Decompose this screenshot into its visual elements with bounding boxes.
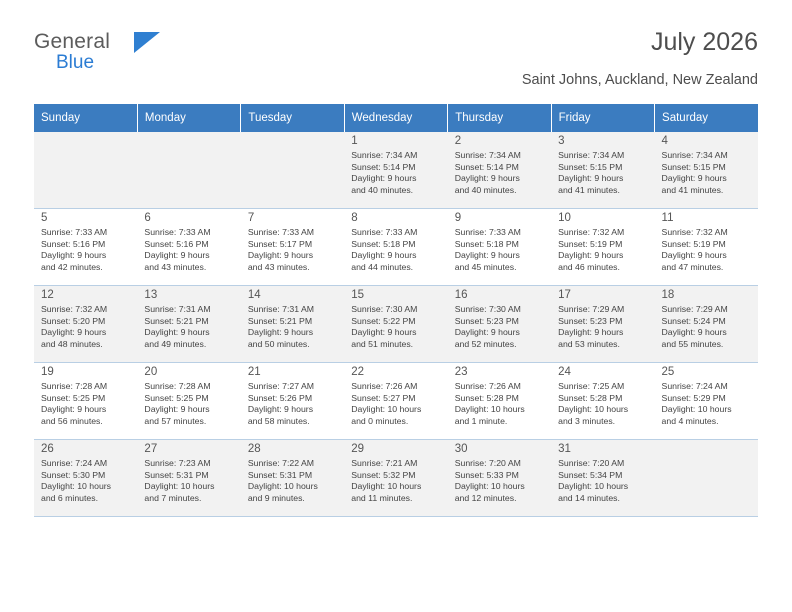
day-detail-line: and 12 minutes. [454,492,517,503]
day-cell-content [137,286,240,362]
day-number: 18 [661,289,675,301]
day-cell-content [448,286,551,362]
day-detail-lines [41,227,131,273]
day-cell-content [551,209,654,285]
calendar-day-cell [551,440,654,517]
day-detail-lines [144,458,234,504]
calendar-week-row [34,286,758,363]
calendar-day-cell [448,286,551,363]
day-detail-line: Daylight: 10 hours [351,404,422,415]
day-number: 2 [454,135,462,147]
day-cell-content [551,286,654,362]
calendar-day-cell [34,286,137,363]
calendar-day-cell [241,209,344,286]
day-number: 4 [661,135,668,147]
day-detail-lines [455,150,545,196]
day-detail-line: and 53 minutes. [558,338,620,349]
day-detail-lines [351,227,441,273]
day-detail-lines [455,227,545,273]
calendar-cell-empty [241,132,344,209]
day-detail-line: Sunset: 5:16 PM [41,238,106,249]
day-number: 6 [144,212,151,224]
day-detail-lines [144,227,234,273]
day-number: 10 [558,212,571,224]
page-header [34,0,758,88]
day-detail-line: Daylight: 10 hours [558,404,629,415]
day-detail-line: Sunrise: 7:22 AM [247,458,315,468]
day-detail-lines [248,227,338,273]
day-detail-line: Daylight: 9 hours [454,250,520,261]
day-cell-content [34,209,137,285]
day-detail-line: Sunrise: 7:26 AM [351,381,418,391]
day-detail-lines [144,304,234,350]
day-detail-line: Daylight: 9 hours [41,404,107,415]
day-cell-content [448,209,551,285]
day-detail-line: and 46 minutes. [558,261,620,272]
day-number: 28 [247,443,261,455]
calendar-week-row [34,132,758,209]
calendar-day-cell [551,209,654,286]
day-detail-line: and 43 minutes. [144,261,207,272]
day-detail-line: Sunrise: 7:32 AM [661,227,728,237]
day-detail-line: Sunrise: 7:31 AM [247,304,315,314]
day-detail-line: Sunset: 5:19 PM [661,238,726,249]
day-detail-line: Sunset: 5:18 PM [351,238,416,249]
day-cell-content [241,440,344,516]
day-detail-lines [662,150,752,196]
day-detail-lines [558,150,648,196]
weekday-header-thursday: Thursday [448,104,551,132]
generalblue-logo [34,30,234,78]
day-cell-content [344,286,447,362]
day-cell-content [655,363,758,439]
day-detail-line: Sunrise: 7:34 AM [558,150,625,160]
weekday-header-tuesday: Tuesday [241,104,344,132]
calendar-day-cell [448,363,551,440]
day-detail-line: Sunset: 5:16 PM [144,238,209,249]
calendar-day-cell [344,363,447,440]
day-detail-line: and 58 minutes. [247,415,310,426]
day-detail-line: Sunrise: 7:33 AM [247,227,315,237]
day-number: 26 [41,443,54,455]
day-number: 31 [558,443,571,455]
day-cell-content [344,209,447,285]
calendar-day-cell [344,286,447,363]
day-number: 15 [351,289,365,301]
day-detail-line: Sunset: 5:28 PM [558,392,623,403]
day-number: 23 [454,366,468,378]
day-detail-line: Sunrise: 7:30 AM [454,304,521,314]
calendar-week-row [34,209,758,286]
day-detail-line: and 52 minutes. [454,338,517,349]
day-detail-line: Daylight: 9 hours [247,250,314,261]
day-detail-line: Sunrise: 7:33 AM [454,227,521,237]
day-detail-line: and 45 minutes. [454,261,517,272]
day-detail-line: Sunset: 5:18 PM [454,238,519,249]
day-cell-content [137,363,240,439]
day-detail-line: Sunset: 5:19 PM [558,238,623,249]
day-detail-line: Daylight: 9 hours [41,250,107,261]
day-detail-line: Daylight: 9 hours [558,327,624,338]
day-detail-line: Sunrise: 7:28 AM [144,381,211,391]
calendar-day-cell [137,440,240,517]
day-detail-line: and 51 minutes. [351,338,414,349]
day-detail-line: Daylight: 9 hours [661,327,727,338]
day-detail-lines [662,381,752,427]
day-number: 29 [351,443,365,455]
day-number: 21 [247,366,261,378]
day-detail-lines [558,381,648,427]
calendar-day-cell [551,132,654,209]
calendar-day-cell [241,440,344,517]
day-detail-lines [248,304,338,350]
day-number: 13 [144,289,158,301]
day-detail-line: and 42 minutes. [41,261,103,272]
day-detail-line: Sunset: 5:28 PM [454,392,519,403]
calendar-day-cell [137,209,240,286]
weekday-header-row [34,104,758,132]
day-detail-line: Sunrise: 7:33 AM [41,227,108,237]
weekday-header-saturday: Saturday [655,104,758,132]
day-detail-line: Daylight: 9 hours [661,173,727,184]
day-detail-line: Sunrise: 7:28 AM [41,381,108,391]
day-number: 8 [351,212,358,224]
day-detail-lines [455,304,545,350]
day-detail-line: Sunrise: 7:33 AM [351,227,418,237]
day-detail-lines [662,304,752,350]
day-detail-line: Sunrise: 7:33 AM [144,227,211,237]
day-detail-line: Daylight: 10 hours [454,404,525,415]
day-detail-line: Sunset: 5:20 PM [41,315,106,326]
calendar-day-cell [655,363,758,440]
calendar-body [34,132,758,517]
calendar-week-row [34,440,758,517]
day-detail-lines [248,381,338,427]
day-number: 12 [41,289,54,301]
day-detail-line: and 0 minutes. [351,415,409,426]
day-detail-line: Sunrise: 7:23 AM [144,458,211,468]
day-detail-line: and 4 minutes. [661,415,719,426]
day-number: 30 [454,443,468,455]
day-detail-lines [41,304,131,350]
day-detail-lines [248,458,338,504]
weekday-header-sunday: Sunday [34,104,137,132]
day-detail-line: Daylight: 9 hours [351,250,417,261]
day-detail-line: Sunset: 5:23 PM [558,315,623,326]
day-detail-line: and 11 minutes. [351,492,413,503]
day-number: 14 [247,289,261,301]
day-detail-line: and 3 minutes. [558,415,616,426]
day-detail-lines [558,227,648,273]
weekday-header-friday: Friday [551,104,654,132]
day-detail-line: Daylight: 9 hours [144,404,210,415]
calendar-table [34,104,758,517]
day-detail-line: Daylight: 10 hours [351,481,422,492]
day-detail-line: and 1 minute. [454,415,508,426]
day-number: 3 [558,135,565,147]
day-detail-line: and 40 minutes. [351,184,414,195]
day-detail-line: Sunset: 5:29 PM [661,392,726,403]
day-detail-lines [41,458,131,504]
day-detail-line: Daylight: 10 hours [41,481,112,492]
day-cell-content [448,363,551,439]
day-detail-line: and 49 minutes. [144,338,207,349]
day-detail-line: Sunrise: 7:21 AM [351,458,418,468]
day-cell-content [34,440,137,516]
calendar-week-row [34,363,758,440]
day-detail-line: and 57 minutes. [144,415,207,426]
calendar-day-cell [344,209,447,286]
day-detail-line: Sunset: 5:14 PM [454,161,519,172]
page-subtitle: Saint Johns, Auckland, New Zealand [521,72,758,88]
calendar-day-cell [344,132,447,209]
day-detail-lines [351,458,441,504]
logo-text-blue: Blue [56,52,95,73]
day-detail-line: Sunset: 5:23 PM [454,315,519,326]
weekday-header-monday: Monday [137,104,240,132]
day-detail-line: Sunrise: 7:32 AM [558,227,625,237]
day-detail-line: and 47 minutes. [661,261,724,272]
day-detail-line: and 48 minutes. [41,338,103,349]
flag-icon [134,32,160,53]
day-detail-line: Sunrise: 7:27 AM [247,381,315,391]
day-detail-line: Sunset: 5:34 PM [558,469,623,480]
day-detail-line: and 43 minutes. [247,261,310,272]
day-detail-line: Sunrise: 7:25 AM [558,381,625,391]
day-detail-line: Sunset: 5:24 PM [661,315,726,326]
day-number: 9 [454,212,462,224]
day-detail-line: Daylight: 10 hours [661,404,732,415]
day-cell-content [344,363,447,439]
day-number: 17 [558,289,571,301]
day-detail-line: and 6 minutes. [41,492,98,503]
day-detail-line: Sunset: 5:27 PM [351,392,416,403]
day-detail-lines [662,227,752,273]
day-detail-line: Daylight: 9 hours [454,327,520,338]
calendar-day-cell [34,363,137,440]
day-number: 24 [558,366,571,378]
day-detail-line: Sunset: 5:25 PM [41,392,106,403]
day-cell-content [344,440,447,516]
day-detail-line: Sunset: 5:32 PM [351,469,416,480]
day-cell-content [448,440,551,516]
day-detail-lines [41,381,131,427]
day-detail-line: and 14 minutes. [558,492,620,503]
day-detail-line: Daylight: 9 hours [558,173,624,184]
day-detail-lines [144,381,234,427]
calendar-day-cell [448,209,551,286]
day-detail-line: Daylight: 9 hours [144,327,210,338]
day-cell-content [241,286,344,362]
day-detail-line: and 41 minutes. [661,184,724,195]
calendar-cell-empty [34,132,137,209]
day-detail-line: and 56 minutes. [41,415,103,426]
day-cell-content [448,132,551,208]
day-detail-line: Sunrise: 7:29 AM [661,304,728,314]
day-cell-content [34,363,137,439]
day-cell-content [34,286,137,362]
day-detail-line: Sunrise: 7:20 AM [454,458,521,468]
calendar-day-cell [448,132,551,209]
calendar-day-cell [655,286,758,363]
day-detail-line: Sunset: 5:25 PM [144,392,209,403]
day-detail-line: Sunset: 5:26 PM [247,392,313,403]
day-detail-line: Daylight: 9 hours [558,250,624,261]
day-cell-content [241,209,344,285]
day-number: 5 [41,212,48,224]
day-detail-line: Sunset: 5:14 PM [351,161,416,172]
day-detail-line: and 50 minutes. [247,338,310,349]
day-detail-line: Daylight: 10 hours [247,481,318,492]
day-detail-line: and 9 minutes. [247,492,305,503]
day-detail-line: Daylight: 9 hours [144,250,210,261]
day-cell-content [551,132,654,208]
day-detail-line: Sunrise: 7:29 AM [558,304,625,314]
day-number: 22 [351,366,365,378]
calendar-day-cell [551,286,654,363]
day-detail-line: Sunrise: 7:31 AM [144,304,211,314]
day-cell-content [137,209,240,285]
day-detail-line: Sunset: 5:31 PM [247,469,313,480]
calendar-day-cell [241,286,344,363]
calendar-day-cell [655,209,758,286]
day-cell-content [137,440,240,516]
day-detail-lines [351,150,441,196]
day-detail-line: Sunset: 5:21 PM [247,315,313,326]
day-detail-lines [558,458,648,504]
day-number: 25 [661,366,675,378]
day-detail-line: Daylight: 10 hours [558,481,629,492]
day-detail-line: Daylight: 9 hours [247,404,314,415]
day-detail-line: Daylight: 9 hours [41,327,107,338]
day-detail-line: Sunset: 5:30 PM [41,469,106,480]
day-number: 11 [661,212,674,224]
day-detail-line: Daylight: 10 hours [454,481,525,492]
day-detail-line: and 40 minutes. [454,184,517,195]
day-detail-lines [455,381,545,427]
day-detail-line: Sunrise: 7:24 AM [661,381,728,391]
day-detail-lines [351,304,441,350]
calendar-day-cell [137,286,240,363]
calendar-day-cell [241,363,344,440]
day-number: 16 [454,289,468,301]
day-detail-lines [558,304,648,350]
day-cell-content [655,209,758,285]
calendar-day-cell [137,363,240,440]
day-cell-content [655,132,758,208]
weekday-header-wednesday: Wednesday [344,104,447,132]
day-cell-content [551,440,654,516]
calendar-cell-empty [137,132,240,209]
day-detail-lines [455,458,545,504]
calendar-day-cell [344,440,447,517]
day-number: 19 [41,366,54,378]
day-detail-line: Daylight: 9 hours [247,327,314,338]
day-detail-line: Sunrise: 7:30 AM [351,304,418,314]
day-cell-content [344,132,447,208]
day-detail-line: and 55 minutes. [661,338,724,349]
day-detail-line: Sunset: 5:15 PM [558,161,623,172]
calendar-day-cell [34,440,137,517]
day-detail-line: and 41 minutes. [558,184,620,195]
day-detail-line: Daylight: 10 hours [144,481,215,492]
logo-text-general: General [34,30,111,53]
day-number: 20 [144,366,158,378]
day-detail-lines [351,381,441,427]
calendar-day-cell [448,440,551,517]
day-cell-content [551,363,654,439]
day-detail-line: and 7 minutes. [144,492,202,503]
day-detail-line: Sunset: 5:31 PM [144,469,209,480]
day-detail-line: Sunrise: 7:34 AM [351,150,418,160]
day-detail-line: Sunrise: 7:32 AM [41,304,108,314]
day-detail-line: Daylight: 9 hours [454,173,520,184]
day-number: 7 [247,212,255,224]
day-detail-line: and 44 minutes. [351,261,414,272]
page-title: July 2026 [650,28,758,56]
day-detail-line: Sunrise: 7:24 AM [41,458,108,468]
day-number: 27 [144,443,158,455]
day-detail-line: Sunrise: 7:20 AM [558,458,625,468]
day-detail-line: Daylight: 9 hours [351,327,417,338]
day-detail-line: Sunset: 5:21 PM [144,315,209,326]
day-detail-line: Daylight: 9 hours [661,250,727,261]
day-detail-line: Sunrise: 7:34 AM [454,150,521,160]
day-detail-line: Sunrise: 7:26 AM [454,381,521,391]
day-detail-line: Sunset: 5:22 PM [351,315,416,326]
calendar-day-cell [34,209,137,286]
day-detail-line: Sunset: 5:33 PM [454,469,519,480]
day-cell-content [655,286,758,362]
day-cell-content [241,363,344,439]
day-detail-line: Sunset: 5:15 PM [661,161,726,172]
day-detail-line: Daylight: 9 hours [351,173,417,184]
day-detail-line: Sunrise: 7:34 AM [661,150,728,160]
calendar-cell-empty [655,440,758,517]
calendar-day-cell [655,132,758,209]
day-number: 1 [351,135,358,147]
day-detail-line: Sunset: 5:17 PM [247,238,313,249]
calendar-day-cell [551,363,654,440]
